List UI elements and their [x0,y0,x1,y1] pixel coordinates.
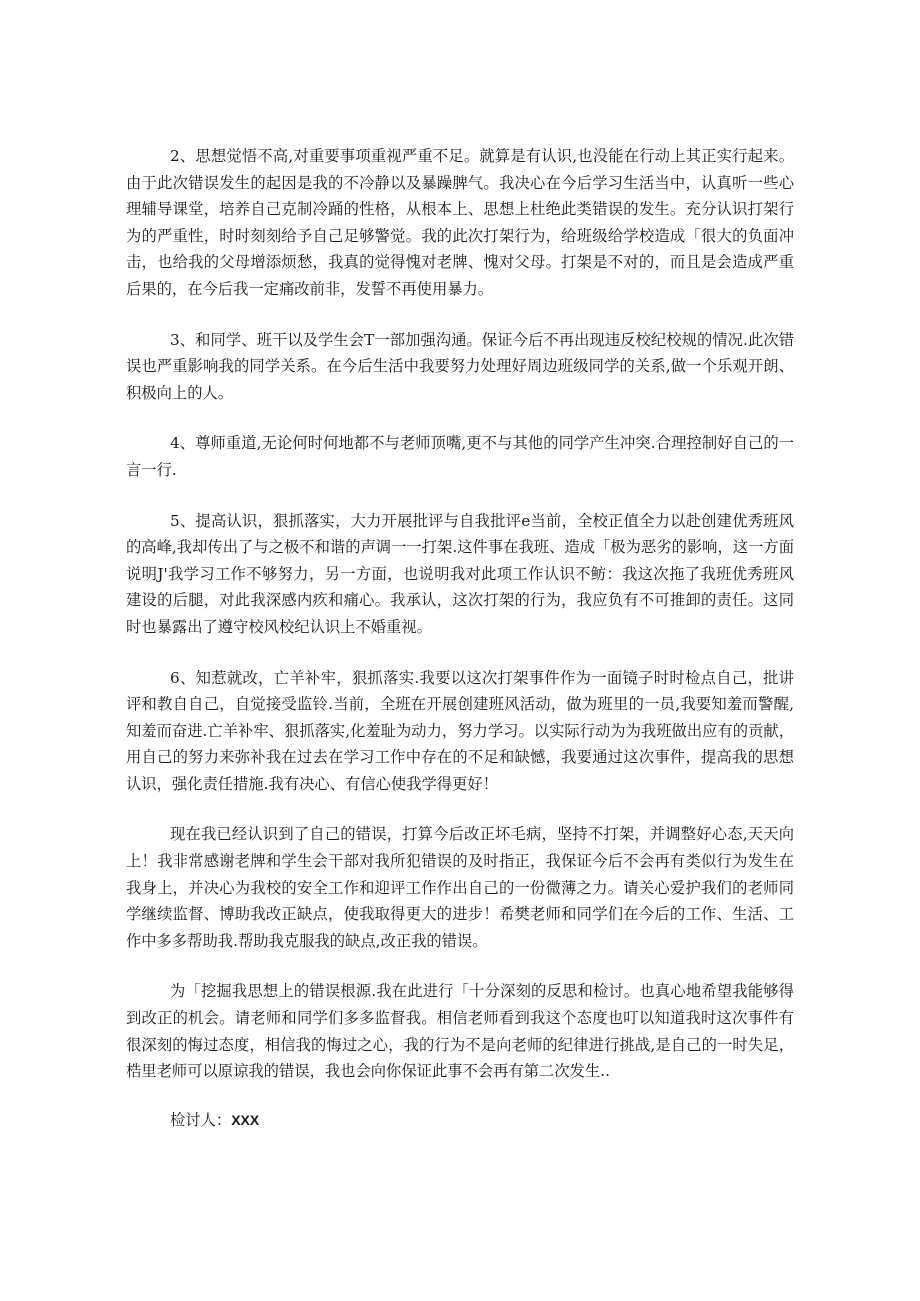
paragraph-closing: 为「挖掘我思想上的错误根源.我在此进行「十分深刻的反思和检讨。也真心地希望我能够得到改正的机会。请老师和同学们多多监督我。相信老师看到我这个态度也叮以知道我时这次事件有很深刻的悔过态度，相信我的悔过之心，我的行为不是向老师的纪律进行挑战,是自己的一时失足，梏里老师可以原谅我的错误，我也会向你保证此事不会再有第二次发生.. [126,982,794,1081]
paragraph-item-4: 4、尊师重道,无论何时何地都不与老师顶嘴,更不与其他的同学产生冲突.合理控制好自己的一言一行. [126,434,794,479]
document-body [126,143,794,1133]
paragraph-item-3: 3、和同学、班干以及学生会T一部加强沟通。保证今后不再出现违反校纪校规的情况.此次错误也严重影响我的同学关系。在今后生活中我要努力处理好周边班级同学的关系,做一个乐观开朗、积极向上的人。 [126,330,794,402]
paragraph-conclusion: 现在我已经认识到了自己的错误，打算今后改正坏毛病，坚持不打架，并调整好心态,天天向上！我非常感谢老牌和学生会干部对我所犯错误的及时指正，我保证今后不会再有类似行为发生在我身上，并决心为我校的安全工作和迎评工作作出自己的一份微薄之力。请关心爱护我们的老师同学继续监督、博助我改正缺点，使我取得更大的进步！希樊老师和同学们在今后的工作、生活、工作中多多帮助我.帮助我克服我的缺点,改正我的错误。 [126,825,794,950]
paragraph-item-2: 2、思想觉悟不高,对重要事项重视严重不足。就算是有认识,也没能在行动上其正实行起来。由于此次错误发生的起因是我的不冷静以及暴躁脾气。我决心在今后学习生活当中，认真听一些心理辅导课堂，培养自己克制冷踊的性格，从根本上、思想上杜绝此类错误的发生。充分认识打架行为的严重性，时时刻刻给予自己足够警觉。我的此次打架行为，给班级给学校造成「很大的负面冲击，也给我的父母增添烦愁，我真的觉得愧对老牌、愧对父母。打架是不对的，而且是会造成严重后果的，在今后我一定痛改前非，发誓不再使用暴力。 [126,147,794,298]
signature-name: XXX [231,1111,260,1128]
signature-label: 检讨人： [170,1110,232,1129]
signature-line [126,1107,794,1134]
paragraph-item-6: 6、知惹就改，亡羊补牢，狠抓落实.我要以这次打架事件作为一面镜子时时检点自己，批讲评和教自自己，自觉接受监铃.当前，全班在开展创建班风活动，做为班里的一员,我要知羞而警醒,知羞而奋进.亡羊补牢、狠抓落实,化羞耻为动力，努力学习。以实际行动为为我班做出应有的贡献，用自己的努力来弥补我在过去在学习工作中存在的不足和缺憾，我要通过这次事件，提高我的思想认识，强化责任措施.我有决心、有信心使我学得更好！ [126,668,794,793]
paragraph-item-5: 5、提高认识，狠抓落实，大力开展批评与自我批评e当前，全校正值全力以赴创建优秀班风的高峰,我却传出了与之极不和谐的声调一一打架.这件事在我班、造成「极为恶劣的影响，这一方面说明J'我学习工作不够努力，另一方面，也说明我对此项工作认识不鲂：我这次拖了我班优秀班风建设的后腿，对此我深感内疚和痛心。我承认，这次打架的行为，我应负有不可推卸的责任。这同时也暴露出了遵守校风校纪认识上不婚重视。 [126,511,794,636]
